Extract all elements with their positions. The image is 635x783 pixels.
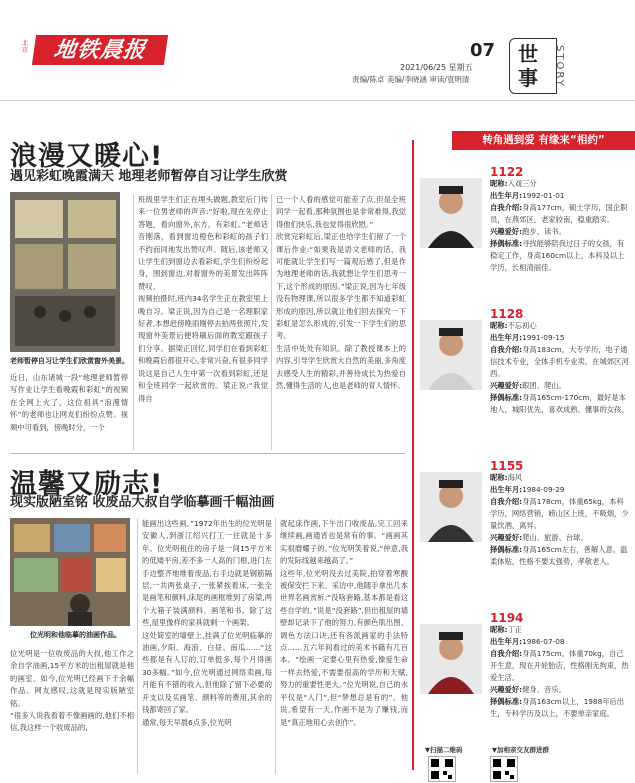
- qr-left-caption: ▼扫描二维码: [425, 746, 463, 754]
- painter-image: [10, 518, 130, 626]
- label-nick: 昵称:: [490, 321, 508, 330]
- qr-right-caption: ▼加相亲交友群进群: [492, 746, 549, 754]
- label-intro: 自我介绍:: [490, 649, 523, 658]
- profile-req: 身高163cm以上，1988年后出生，专科学历及以上，不要单亲家庭。: [490, 697, 625, 718]
- brand-side-text: 北京: [22, 40, 29, 54]
- profile-card: [490, 166, 630, 302]
- article2-col3: 就起床作画,下午出门收废品,完工回来继续画,画通宵也是常有的事。“画画其实很磨耀子的。”位光明笑着说,“仲意,我的发际线越来越高了。” 这些年,位光明没去过美院,拍穿着寒酸被保安拦下来。采访中,他随手拿出几本世界名画赏析:“没啥套路,基本都是看这些自学的。”说是“没套路”,但出租屋的墙壁却记录下了他的努力,有颜色肌出图、调色方法口诀,还有各派画家的手法特点……五六年间看过的美术书籍有几百本。“绘画一定要心里有热爱,像爱生命一样去热爱,不需要很高的学历和天赋,努力的重要性更大。”位光明说,自己的水平仅是“入门”,但“梦想总是有的”。他说,希望有一天,作画不是为了赚钱,而是“真正地用心去创作”。: [280, 519, 408, 727]
- article1-title: 浪漫又暖心!: [10, 141, 164, 172]
- article2-subtitle: 现实版陋室铭 收废品大叔自学临摹画千幅油画: [10, 495, 275, 510]
- profile-birth: 1991-09-15: [522, 333, 565, 342]
- profile-intro: 身高177cm，硕士学历，国企职员，在燕郊区，老家较南，稳重踏实。: [490, 203, 628, 224]
- profile-card: [490, 612, 630, 740]
- label-intro: 自我介绍:: [490, 497, 523, 506]
- label-hobby: 兴趣爱好:: [490, 227, 523, 236]
- col-divider: [133, 194, 134, 450]
- label-req: 择偶标准:: [490, 545, 523, 554]
- label-req: 择偶标准:: [490, 239, 523, 248]
- profile-req: 寻找能够陪我过日子的女孩，有稳定工作，身高160cm以上，本科及以上学历，长相清丽佳。: [490, 239, 625, 272]
- profile-req: 身高165cm-170cm，最好是本地人，城阳优先，喜欢成熟、懂事的女孩。: [490, 393, 629, 414]
- profile-number: 1122: [490, 166, 524, 179]
- profile-nick: 海风: [507, 473, 523, 482]
- section-title: 世事: [518, 42, 538, 90]
- profile-req: 身高165cm左右，善解人意，温柔体贴，性格不要太强势，孝敬老人。: [490, 545, 628, 566]
- col-divider: [275, 518, 276, 774]
- label-hobby: 兴趣爱好:: [490, 533, 523, 542]
- article2-photo: [10, 518, 130, 626]
- profile-card: [490, 460, 630, 606]
- label-birth: 出生年月:: [490, 637, 523, 646]
- profile-intro: 身高175cm，体重70kg，自己开生意，现在开轮胎店，性格刚无拘束，热爱生活。: [490, 649, 629, 682]
- label-nick: 昵称:: [490, 179, 508, 188]
- profile-avatar: [420, 624, 482, 694]
- brand-logo: 地铁晨报: [32, 35, 168, 65]
- dating-banner: 转角遇到爱 有缘来“相约”: [452, 131, 635, 150]
- label-intro: 自我介绍:: [490, 345, 523, 354]
- section-en: STORY: [554, 45, 565, 88]
- label-hobby: 兴趣爱好:: [490, 685, 523, 694]
- label-birth: 出生年月:: [490, 485, 523, 494]
- article1-caption: 老师暂停自习让学生们欣赏窗外美景。: [10, 357, 129, 365]
- article-divider: [10, 453, 405, 454]
- profile-number: 1155: [490, 460, 524, 473]
- label-hobby: 兴趣爱好:: [490, 381, 523, 390]
- profile-intro: 身高178cm，体重65kg，本科学历，网络营销，崂山区上班，不吸烟，少量饮酒，离异。: [490, 497, 629, 530]
- label-nick: 昵称:: [490, 473, 508, 482]
- header-divider: [0, 100, 635, 101]
- article1-photo: [10, 192, 120, 352]
- qr-code-left[interactable]: [428, 756, 456, 782]
- col-divider: [271, 194, 272, 450]
- article1-subtitle: 遇见彩虹晚霞满天 地理老师暂停自习让学生欣赏: [10, 169, 288, 184]
- profile-nick: 不忘初心: [507, 321, 537, 330]
- col-divider: [137, 518, 138, 774]
- profile-birth: 1986-07-08: [522, 637, 565, 646]
- profile-hobby: 跑步、读书。: [522, 227, 566, 236]
- profile-avatar: [420, 320, 482, 390]
- article2-caption: 位光明和他临摹的油画作品。: [30, 631, 121, 639]
- profile-avatar: [420, 178, 482, 248]
- issue-date: 2021/06/25 星期五: [400, 63, 473, 72]
- profile-hobby: 健身、音乐。: [522, 685, 566, 694]
- label-nick: 昵称:: [490, 625, 508, 634]
- profile-card: [490, 308, 630, 454]
- label-req: 择偶标准:: [490, 697, 523, 706]
- red-vertical-rule: [412, 140, 414, 770]
- page-number: 07: [470, 40, 496, 61]
- label-birth: 出生年月:: [490, 191, 523, 200]
- article1-col1: 近日，山东诸城一段“地理老师暂停写作业让学生看晚霞和彩虹”的视频在全网上火了，这位祖具“浪漫情怀”的老师也让网友们纷纷点赞。视频中可看到，傍晚时分，一个: [10, 373, 128, 432]
- label-birth: 出生年月:: [490, 333, 523, 342]
- profile-hobby: 跟团、爬山。: [522, 381, 566, 390]
- label-intro: 自我介绍:: [490, 203, 523, 212]
- qr-code-right[interactable]: [490, 756, 518, 782]
- article1-col2: 班级里学生们正在埋头做题,教室后门传来一位男老师的声音:“好啦,现在先停止答题，看向窗外,东方，有彩虹。”老师话音刚落，看到窗边橙色和彩虹的孩子们不约而同地发出赞叹声。随后,该老师又让学生们到窗边去看彩虹,学生们纷纷起身，围到窗边,对着窗外的美景发出阵阵赞叹。 视频拍摄时,班内34名学生正在教室里上晚自习。梁正说,因为自己是一名理职家好者,本想赶傍晚雨刚停去拍两张照片,发现窗外美景后便将刷后面的教室跟孩子们分享。据梁正回忆,同学们在看到彩虹和晚霞后都很开心,非常兴奋,有很多同学说这是自己人生中第一次看到彩虹,还是和全班同学一起欣赏的。梁正说:“我觉得自: [138, 195, 268, 403]
- article2-title: 温馨又励志!: [10, 469, 164, 500]
- article1-col3: 己一个人看的感觉可能差了点,但是全班同学一起看,那种氛围也是非常难得,我觉得他们快乐,我也觉得很欣慰。” 欣赏完彩虹后,梁正也给学生们留了一个课后作业:“如果我是语文老师的话，我可能就让学生们写一篇观后感了,但是作为地理老师的话,我就想让学生们思考一下,这个形成的原因。”梁正说,因为七年级没有物理课,所以很多学生都不知道彩虹形成的原因,所以就让他们回去探究一下彩虹是怎么形成的,引发一下学生们的思考。 生活中处处有知识。除了教授课本上的内容,引导学生欣赏大自然的美丽,多角度去感受人生的精彩,并善待成长为热爱自然,懂得生活的人,也是老师的育人情怀。: [276, 195, 406, 391]
- profile-birth: 1992-01-01: [522, 191, 565, 200]
- profile-nick: 入戏三分: [507, 179, 537, 188]
- profile-number: 1128: [490, 308, 524, 321]
- profile-birth: 1984-09-29: [522, 485, 565, 494]
- profile-intro: 身高183cm，大专学历，电子通信技术专业，全体手机专业卖，在城郊区河西。: [490, 345, 629, 378]
- classroom-image: [10, 192, 120, 352]
- profile-avatar: [420, 472, 482, 542]
- article2-col2: 能画出这些画。”1972年出生的位光明是安徽人,到浙江绍兴打工一住就是十多年。位光明租住的房子是一间15平方米的低矮平房,差不多一人高的门框,进门左手边整齐地堆着废品,右手边就是钢筋隔层,一共两张桌子,一张紧挨着床,一张全是画笔和颜料,床尾的画框堆到了房梁,两个大箱子装满颜料、画笔和书。除了这些,屋里像样的家具就剩一个画架。 这处简室的墙壁上,挂满了位光明临摹的油画,夕阳、海浪、白昼、南瓜……“这些都是有人订的,订单挺多,每个月得画30多幅。”如今,位光明通过网络卖画,每月能有不错的收入,但他除了留下必要的开支以及买画笔、颜料等的费用,其余的钱都寄回了家。 通常,每天早晨6点多,位光明: [142, 519, 272, 727]
- article2-col1: 位光明是一位收废品的大叔,他工作之余自学油画,15平方米的出租屋就是他的画室。如今,位光明已经画下千余幅作品。网友感叹,这就是现实版陋室铭。 “很多人说我看着不像画画的,他们不相信,我这样一个收废品的,: [10, 649, 134, 733]
- profile-number: 1194: [490, 612, 524, 625]
- label-req: 择偶标准:: [490, 393, 523, 402]
- profile-nick: 丁正: [507, 625, 523, 634]
- profile-hobby: 爬山、旅游、台球。: [522, 533, 588, 542]
- editor-credits: 责编/陈卓 美编/李晓涵 审读/袁明清: [352, 75, 470, 84]
